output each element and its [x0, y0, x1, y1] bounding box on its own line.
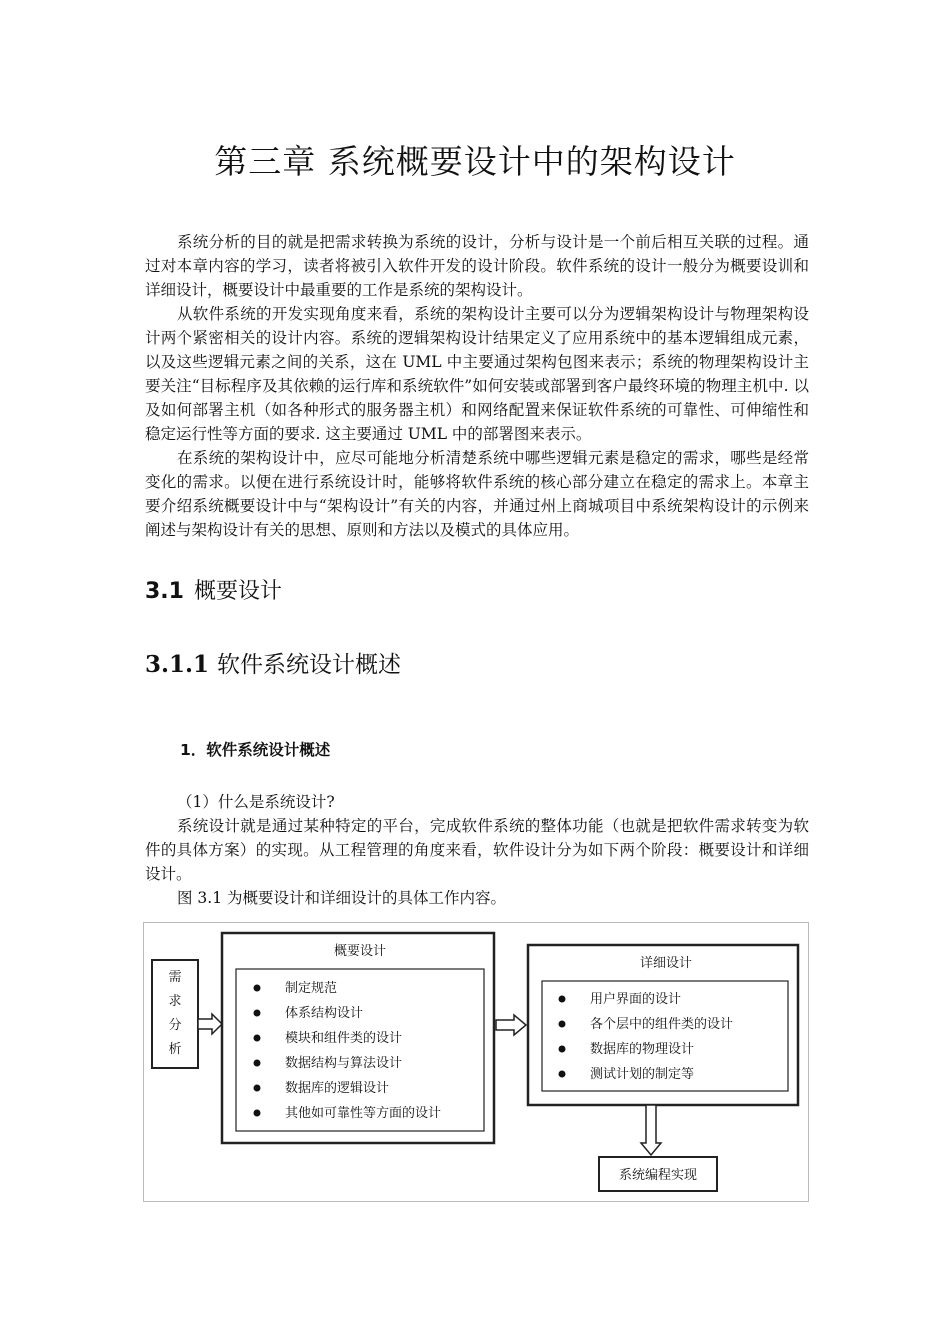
arrow-down-icon: [641, 1105, 661, 1155]
figure-caption-line: 图 3.1 为概要设计和详细设计的具体工作内容。: [177, 889, 507, 907]
bullet-icon: [559, 996, 566, 1003]
paragraph: 系统设计就是通过某种特定的平台，完成软件系统的整体功能（也就是把软件需求转变为软件的具体方案）的实现。从工程管理的角度来看，软件设计分为如下两个阶段：概要设计和详细设计。: [145, 817, 809, 883]
detail-item: 数据库的物理设计: [590, 1042, 695, 1057]
arrow-right-icon: [496, 1015, 526, 1035]
bullet-icon: [559, 1071, 566, 1078]
paragraph: 在系统的架构设计中，应尽可能地分析清楚系统中哪些逻辑元素是稳定的需求，哪些是经常变化的需求。以便在进行系统设计时，能够将软件系统的核心部分建立在稳定的需求上。本章主要介绍系统概要设计中与“架构设计”有关的内容，并通过州上商城项目中系统架构设计的示例来阐述与架构设计有关的思想、原则和方法以及模式的具体应用。: [145, 449, 809, 539]
bullet-icon: [254, 1060, 261, 1067]
question-line: （1）什么是系统设计?: [177, 793, 335, 811]
detail-item: 测试计划的制定等: [590, 1067, 695, 1082]
overview-design-box: [222, 933, 494, 1143]
bullet-icon: [254, 1010, 261, 1017]
paragraph: 系统分析的目的就是把需求转换为系统的设计，分析与设计是一个前后相互关联的过程。通过对本章内容的学习，读者将被引入软件开发的设计阶段。软件系统的设计一般分为概要设训和详细设计，概要设计中最重要的工作是系统的架构设计。: [145, 233, 809, 299]
subsection-title: 软件系统设计概述: [217, 652, 402, 678]
detail-item: 用户界面的设计: [590, 992, 682, 1007]
bullet-icon: [559, 1021, 566, 1028]
subsection-heading: [145, 646, 401, 679]
overview-item: 其他如可靠性等方面的设计: [285, 1106, 442, 1121]
overview-item: 制定规范: [285, 981, 338, 996]
section-heading: [145, 574, 282, 605]
implementation-label: 系统编程实现: [618, 1168, 698, 1183]
detail-title: 详细设计: [639, 956, 693, 971]
detail-item: 各个层中的组件类的设计: [590, 1017, 734, 1032]
arrow-right-icon: [198, 1014, 222, 1034]
chapter-title: 第三章 系统概要设计中的架构设计: [214, 142, 736, 181]
bullet-icon: [559, 1046, 566, 1053]
section-title: 概要设计: [193, 579, 282, 604]
intro-text: [145, 230, 809, 542]
requirements-char: 析: [168, 1042, 182, 1057]
paragraph: 从软件系统的开发实现角度来看，系统的架构设计主要可以分为逻辑架构设计与物理架构设计两个紧密相关的设计内容。系统的逻辑架构设计结果定义了应用系统中的基本逻辑组成元素，以及这些逻辑元素之间的关系，这在 UML 中主要通过架构包图来表示；系统的物理架构设计主要关注“目标程序及其依赖的运行库和系统软件”如何安装或部署到客户最终环境的物理主机中. 以及如何部署主机（如各种形式的服务器主机）和网络配置来保证软件系统的可靠性、可伸缩性和稳定运行性等方面的要求. 这主要通过 UML 中的部署图来表示。: [145, 305, 809, 443]
bullet-icon: [254, 985, 261, 992]
bullet-icon: [254, 1110, 261, 1117]
requirements-char: 需: [168, 970, 182, 985]
figure-3-1: [143, 922, 809, 1202]
subsection-number: 3.1.1: [145, 651, 210, 678]
design-flow-diagram: [144, 923, 808, 1201]
overview-item: 数据库的逻辑设计: [285, 1081, 390, 1096]
body-text: [145, 790, 809, 910]
item-heading: 1．软件系统设计概述: [180, 741, 331, 759]
overview-item: 模块和组件类的设计: [285, 1031, 403, 1046]
requirements-char: 求: [168, 994, 182, 1009]
overview-item: 数据结构与算法设计: [285, 1056, 403, 1071]
bullet-icon: [254, 1085, 261, 1092]
requirements-char: 分: [168, 1018, 182, 1033]
implementation-box: [599, 1157, 717, 1191]
bullet-icon: [254, 1035, 261, 1042]
overview-item: 体系结构设计: [285, 1006, 364, 1021]
requirements-box: [152, 960, 198, 1068]
overview-title: 概要设计: [333, 944, 387, 959]
section-number: 3.1: [145, 579, 184, 604]
detail-design-box: [528, 945, 798, 1105]
